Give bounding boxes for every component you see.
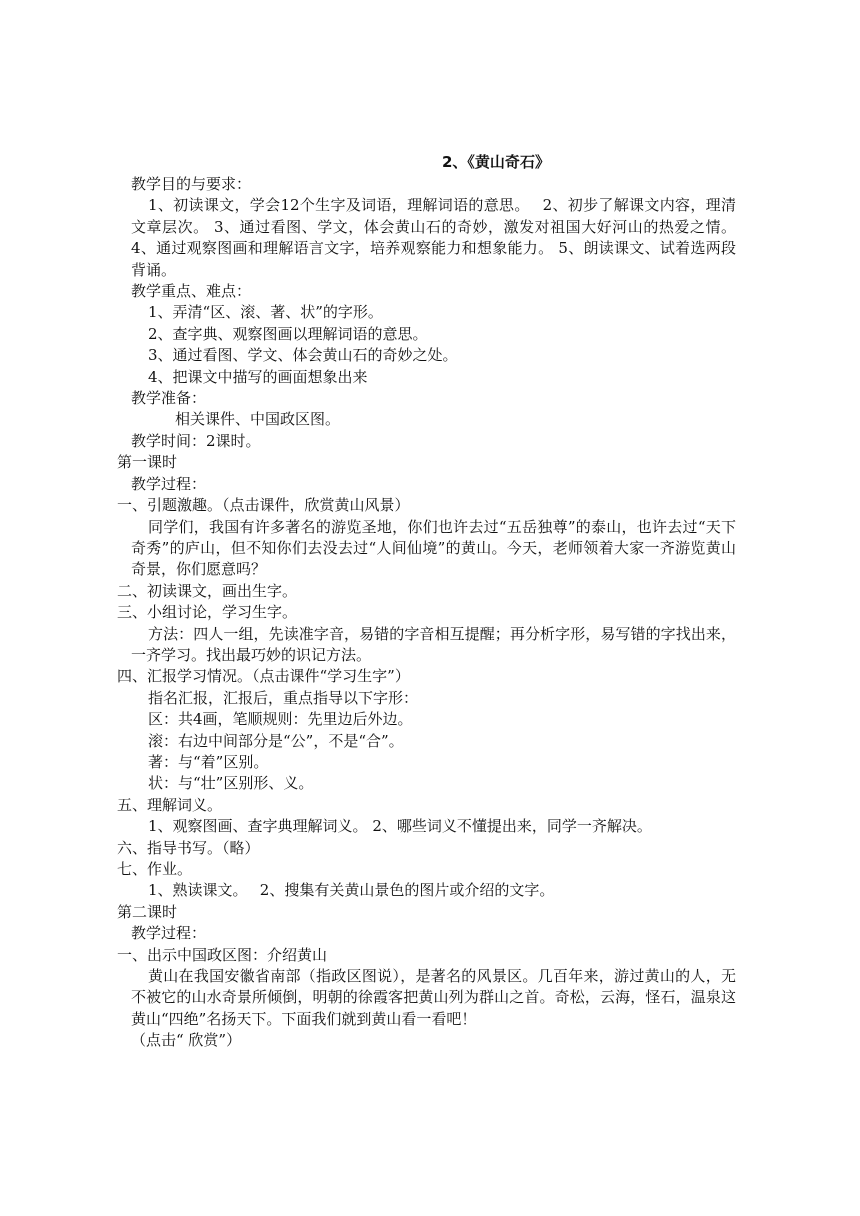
lesson1-step1-text: 同学们，我国有许多著名的游览圣地，你们也许去过“五岳独尊”的泰山，也许去过“天下奇秀”的庐山，但不知你们去没去过“人间仙境”的黄山。今天，老师领着大家一齐游览黄山奇景，你们愿意吗？ [131, 517, 736, 579]
lesson1-heading: 第一课时 [117, 453, 178, 472]
lesson1-step5: 五、理解词义。 [117, 795, 223, 814]
lesson1-process: 教学过程： [131, 474, 207, 493]
lesson2-step1-tail: （点击“ 欣赏”） [131, 1031, 242, 1050]
lesson1-step4: 四、汇报学习情况。（点击课件“学习生字”） [117, 667, 410, 686]
lesson1-step6: 六、指导书写。（略） [117, 838, 260, 857]
lesson2-step1-text: 黄山在我国安徽省南部（指政区图说），是著名的风景区。几百年来，游过黄山的人，无不被它的山水奇景所倾倒，明朝的徐霞客把黄山列为群山之首。奇松，云海，怪石，温泉这黄山“四绝”名扬天下。下面我们就到黄山看一看吧！ [131, 967, 736, 1028]
key-point-item: 2、查字典、观察图画以理解词语的意思。 [148, 324, 428, 343]
key-point-item: 3、通过看图、学文、体会黄山石的奇妙之处。 [148, 346, 458, 365]
lesson1-step2: 二、初读课文，画出生字。 [117, 581, 298, 600]
lesson1-step7: 七、作业。 [117, 860, 193, 878]
lesson1-step4-line: 著：与“着”区别。 [148, 752, 269, 771]
lesson1-step4-line: 区：共4画，笔顺规则：先里边后外边。 [148, 710, 413, 729]
goals-text: 1、初读课文，学会12个生字及词语，理解词语的意思。 2、初步了解课文内容，理清文章层次。 3、通过看图、学文，体会黄山石的奇妙，激发对祖国大好河山的热爱之情。 4、通过观察图画和理解语言文字，培养观察能力和想象能力。 5、朗读课文、试着选两段背诵。 [131, 196, 736, 279]
document-page [117, 150, 736, 1052]
lesson2-step1: 一、出示中国政区图：介绍黄山 [117, 945, 328, 964]
preparation-heading: 教学准备： [131, 389, 207, 408]
lesson1-step1: 一、引题激趣。（点击课件，欣赏黄山风景） [117, 496, 410, 515]
lesson1-step5-text: 1、观察图画、查字典理解词义。 2、哪些词义不懂提出来，同学一齐解决。 [148, 817, 652, 836]
lesson1-step3: 三、小组讨论，学习生字。 [117, 603, 298, 622]
lesson1-step7-text: 1、熟读课文。 2、搜集有关黄山景色的图片或介绍的文字。 [148, 881, 555, 900]
lesson1-step4-line: 滚：右边中间部分是“公”，不是“合”。 [148, 731, 404, 750]
key-point-item: 4、把课文中描写的画面想象出来 [148, 367, 368, 386]
lesson2-heading: 第二课时 [117, 902, 178, 921]
preparation-text: 相关课件、中国政区图。 [175, 410, 341, 429]
key-point-item: 1、弄清“区、滚、著、状”的字形。 [148, 303, 383, 322]
teaching-time: 教学时间：2课时。 [131, 431, 261, 450]
goals-heading: 教学目的与要求： [131, 175, 252, 193]
lesson2-process: 教学过程： [131, 924, 207, 943]
lesson1-step4-line: 状：与“壮”区别形、义。 [148, 774, 314, 793]
lesson1-step4-line: 指名汇报，汇报后，重点指导以下字形： [148, 688, 419, 707]
key-points-heading: 教学重点、难点： [131, 282, 252, 301]
lesson1-step3-text: 方法：四人一组，先读准字音，易错的字音相互提醒；再分析字形，易写错的字找出来，一齐学习。找出最巧妙的识记方法。 [131, 624, 736, 664]
document-title: 2、《黄山奇石》 [442, 153, 550, 171]
